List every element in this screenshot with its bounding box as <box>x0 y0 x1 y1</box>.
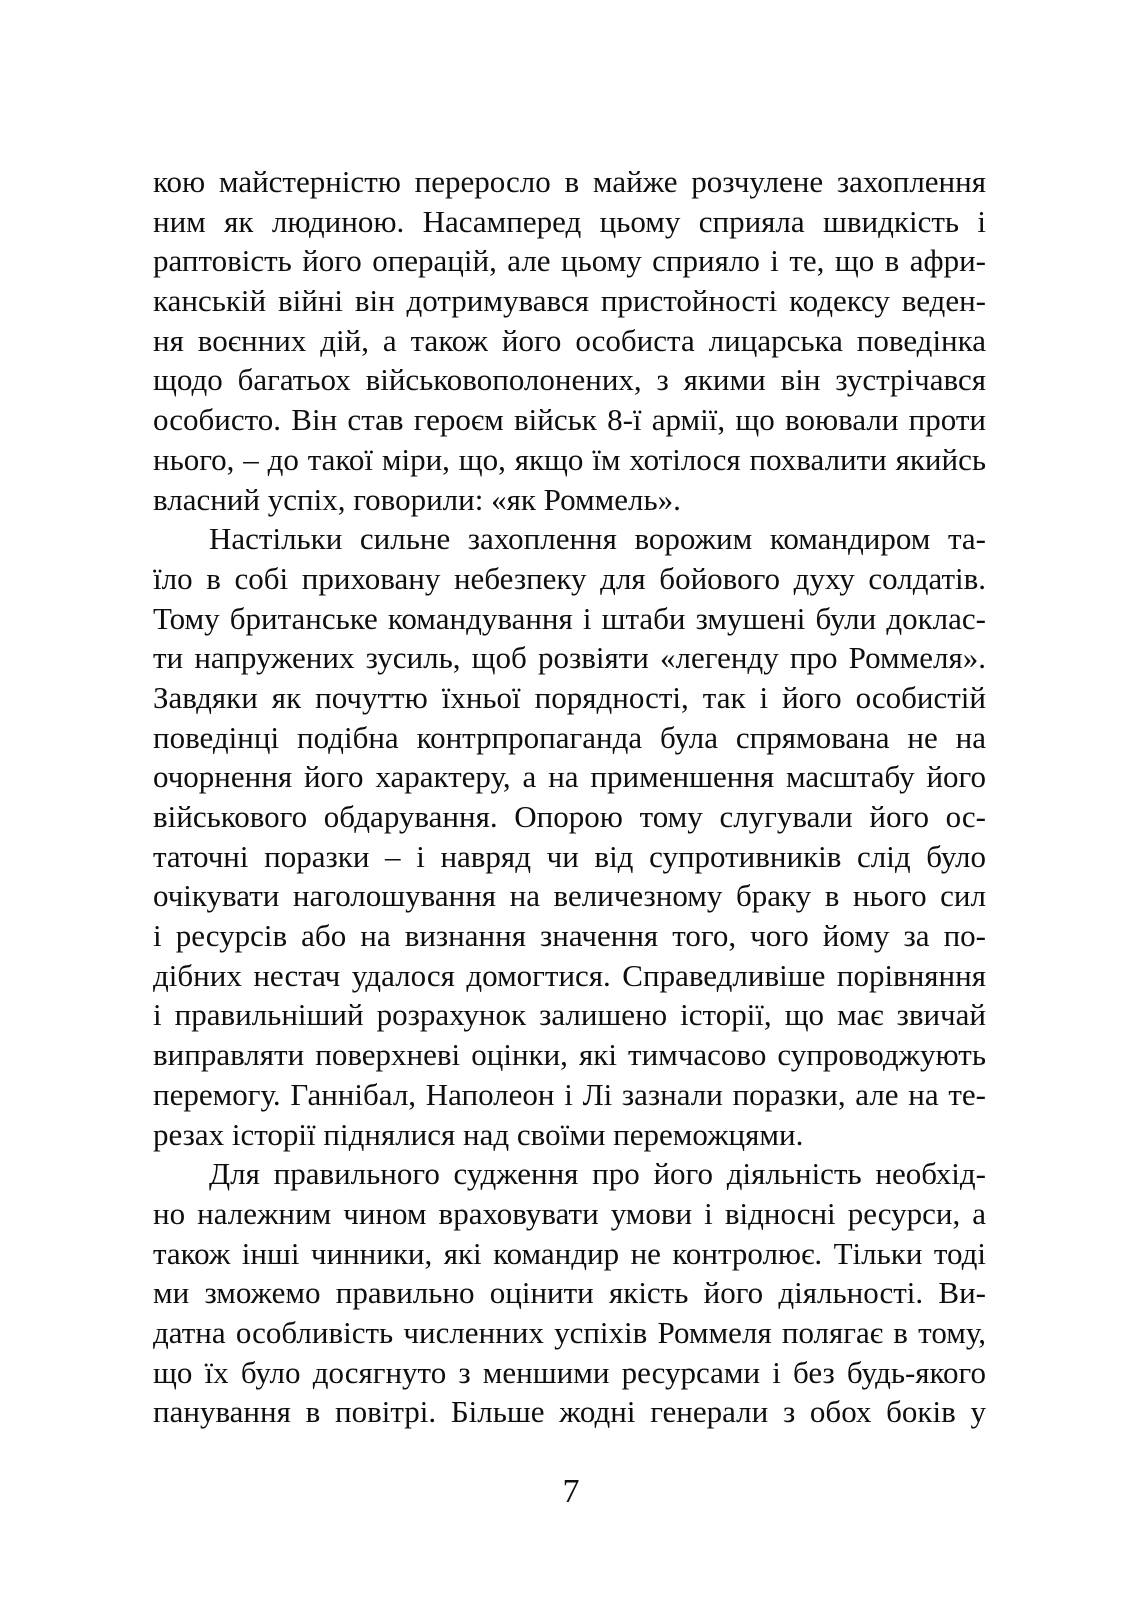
text-line: щодо багатьох військовополонених, з якими він зустрічався <box>153 362 986 398</box>
text-line: особисто. Він став героєм військ 8-ї армії, що воювали проти <box>153 402 986 438</box>
text-line: виправляти поверхневі оцінки, які тимчасово супроводжують <box>153 1037 986 1073</box>
text-line: датна особливість численних успіхів Роммеля полягає в тому, <box>153 1314 986 1350</box>
text-line: і правильніший розрахунок залишено історії, що має звичай <box>153 997 986 1033</box>
text-line: перемогу. Ганнібал, Наполеон і Лі зазнали поразки, але на те- <box>153 1076 986 1112</box>
text-line: нього, – до такої міри, що, якщо їм хотілося похвалити якийсь <box>153 441 986 477</box>
text-line: панування в повітрі. Більше жодні генерали з обох боків у <box>153 1394 986 1430</box>
text-line: поведінці подібна контрпропаганда була спрямована не на <box>153 719 986 755</box>
text-line: військового обдарування. Опорою тому слугували його ос- <box>153 799 986 834</box>
text-line: резах історії піднялися над своїми переможцями. <box>153 1116 804 1152</box>
text-line: таточні поразки – і навряд чи від супротивників слід було <box>153 838 986 874</box>
text-line: дібних нестач удалося домогтися. Справедливіше порівняння <box>153 957 986 993</box>
text-line: Для правильного судження про його діяльність необхід- <box>209 1156 986 1192</box>
page-number: 7 <box>562 1473 580 1510</box>
text-line: Завдяки як почуттю їхньої порядності, так і його особистій <box>153 679 986 715</box>
text-line: Тому британське командування і штаби змушені були доклас- <box>153 600 986 636</box>
text-line: Настільки сильне захоплення ворожим командиром та- <box>209 521 986 557</box>
text-line: і ресурсів або на визнання значення того, чого йому за по- <box>153 918 986 954</box>
text-line: канській війні він дотримувався пристойності кодексу веден- <box>153 283 986 319</box>
text-line: також інші чинники, які командир не контролює. Тільки тоді <box>153 1235 986 1271</box>
text-line: що їх було досягнуто з меншими ресурсами і без будь-якого <box>153 1354 986 1390</box>
text-line: власний успіх, говорили: «як Роммель». <box>153 481 681 517</box>
text-line: кою майстерністю переросло в майже розчулене захоплення <box>153 164 986 199</box>
text-line: раптовість його операцій, але цьому сприяло і те, що в афри- <box>153 243 986 279</box>
text-line: ня воєнних дій, а також його особиста лицарська поведінка <box>153 322 986 358</box>
text-line: но належним чином враховувати умови і відносні ресурси, а <box>153 1195 986 1231</box>
text-line: ним як людиною. Насамперед цьому сприяла швидкість і <box>153 203 986 239</box>
text-line: очорнення його характеру, а на применшення масштабу його <box>153 759 986 795</box>
text-line: ти напружених зусиль, щоб розвіяти «легенду про Роммеля». <box>153 640 986 676</box>
text-line: очікувати наголошування на величезному браку в нього сил <box>153 878 986 914</box>
page-text <box>153 162 986 1432</box>
text-line: ми зможемо правильно оцінити якість його діяльності. Ви- <box>153 1275 986 1311</box>
text-line: їло в собі приховану небезпеку для бойового духу солдатів. <box>153 560 986 596</box>
